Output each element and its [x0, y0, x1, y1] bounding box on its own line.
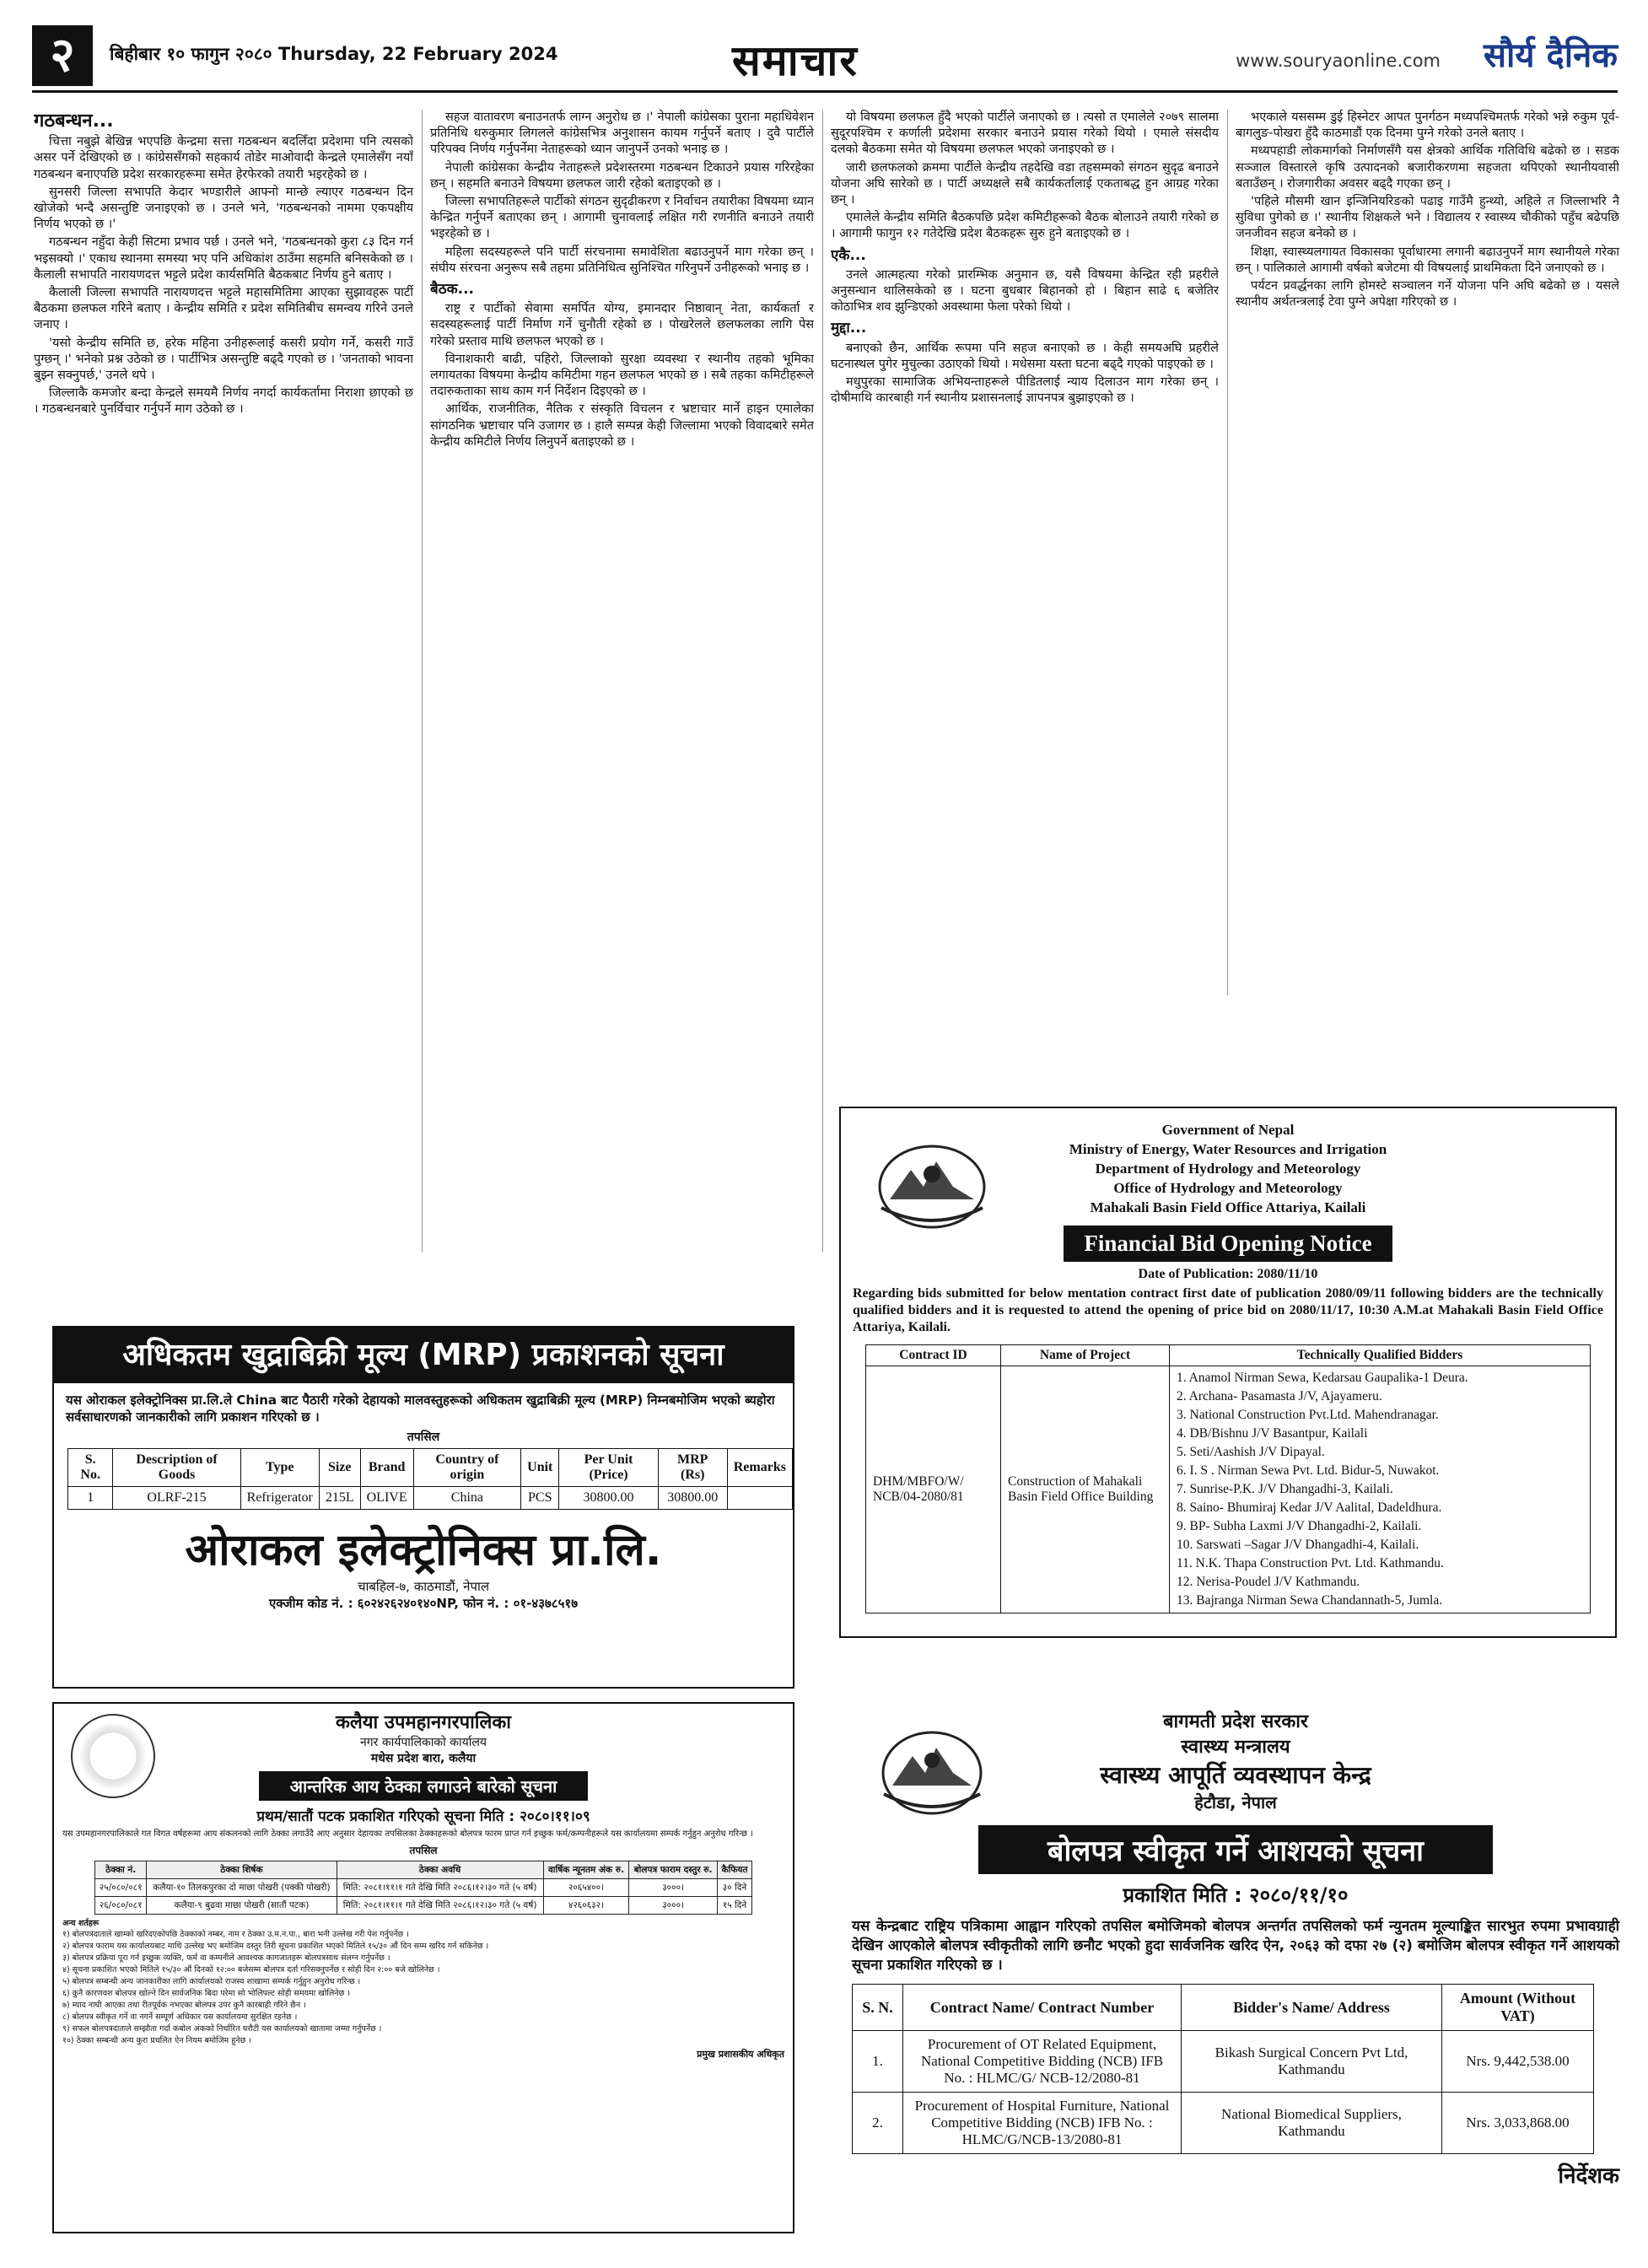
- contract-id-cell: DHM/MBFO/W/ NCB/04-2080/81: [866, 1366, 1001, 1613]
- table-cell: २५/०८०/०८१: [95, 1879, 147, 1897]
- notice-subtitle: तपसिल: [409, 1845, 438, 1856]
- table-header: S. N.: [853, 1985, 903, 2031]
- paragraph: एमालेले केन्द्रीय समिति बैठकपछि प्रदेश कमिटीहरूको बैठक बोलाउने तयारी गरेको छ । आगामी फागुन १२ गतेदेखि प्रदेश बैठकहरू सुरु हुने बताइएको छ ।: [831, 211, 1219, 241]
- bidders-cell: [1170, 1366, 1591, 1613]
- table-cell: मिति: २०८१।११।१ गते देखि मिति २०८६।१२।३० गते (५ वर्ष): [337, 1897, 543, 1915]
- term-item: ७) म्याद नाघी आएका तथा रीतपूर्वक नभएका बोलपत्र उपर कुनै कारबाही गरिने छैन ।: [62, 2001, 306, 2010]
- notice-intro: यस उपमहानगरपालिकाले गत विगत वर्षहरूमा आय संकलनको लागि ठेक्का लगाउँदै आए अनुसार देहायका तपसिलका ठेक्काहरूको बोलपत्र फारम प्राप्त गर्न इच्छुक फर्म/कम्पनीहरूले यस कार्यालयमा सम्पर्क गर्नुहुन अनुरोध गरिन्छ ।: [62, 1829, 753, 1839]
- publication-date: प्रकाशित मिति : २०८०/११/१०: [1123, 1883, 1349, 1907]
- table-row: [853, 2093, 1594, 2154]
- table-row: [866, 1366, 1591, 1613]
- table-header: Country of origin: [413, 1449, 521, 1487]
- paragraph: बनाएको छैन, आर्थिक रूपमा पनि सहज बनाएको छ । केही समयअघि प्रहरीले घटनास्थल पुगेर मुचुल्का उठाएको थियो । मधेसमा यस्ता घटना बढ्दै गएको पाइएको छ ।: [831, 341, 1219, 371]
- table-header: Name of Project: [1001, 1345, 1170, 1366]
- paragraph: यो विषयमा छलफल हुँदै भएको पार्टीले जनाएको छ । त्यसो त एमालेले २०७९ सालमा सुदूरपश्चिम र कर्णाली प्रदेशमा सरकार बनाउने प्रयास गरेको थियो । एमाले संसदीय दलको बैठकमा समेत यो विषयमा छलफल भएको जनाइएको छ ।: [831, 110, 1219, 157]
- paragraph: 'यसो केन्द्रीय समिति छ, हरेक महिना उनीहरूलाई कसरी प्रयोग गर्ने, कसरी गाउँ पुग्छन् ।' भनेको प्रश्न उठेको छ । पार्टीभित्र असन्तुष्टि बढ्दै गएको छ । 'जनताको भावना बुझ्न सक्नुपर्छ,' उनले थपे ।: [34, 336, 413, 383]
- office-name: स्वास्थ्य आपूर्ति व्यवस्थापन केन्द्र: [1100, 1761, 1371, 1789]
- paragraph: महिला सदस्यहरूले पनि पार्टी संरचनामा समावेशिता बढाउनुपर्ने माग गरेका छन् । संघीय संरचना अनुरूप सबै तहमा प्रतिनिधित्व सुनिश्चित गरिनुपर्ने उनीहरूको भनाइ छ ।: [430, 245, 814, 275]
- list-item: 6. I. S . Nirman Sewa Pvt. Ltd. Bidur-5, Nuwakot.: [1177, 1463, 1440, 1478]
- emblem-icon: [71, 1714, 155, 1798]
- table-cell: २६/०८०/०८१: [95, 1897, 147, 1915]
- gon-line: Office of Hydrology and Meteorology: [1113, 1180, 1343, 1196]
- table-cell: ३०००।: [629, 1879, 718, 1897]
- list-item: 5. Seti/Aashish J/V Dipayal.: [1177, 1445, 1325, 1459]
- table-header: वार्षिक न्यूनतम अंक रु.: [543, 1861, 629, 1879]
- term-item: ४) सूचना प्रकाशित भएको मितिले १५/३० औं दिनको १२:०० बजेसम्म बोलपत्र दर्ता गरिसक्नुपर्नेछ र सोही दिन २:०० बजे खोलिनेछ ।: [62, 1965, 440, 1974]
- table-cell: Procurement of OT Related Equipment, National Competitive Bidding (NCB) IFB No. : HLMC/G/ NCB-12/2080-81: [903, 2031, 1182, 2093]
- table-cell: Bikash Surgical Concern Pvt Ltd, Kathmandu: [1182, 2031, 1442, 2093]
- muddha-heading: मुद्दा...: [831, 320, 867, 337]
- gon-line: Government of Nepal: [1161, 1122, 1295, 1138]
- term-item: ६) कुनै कारणवश बोलपत्र खोल्ने दिन सार्वजनिक बिदा परेमा सो भोलिपल्ट सोही समयमा खोलिनेछ ।: [62, 1989, 350, 1998]
- table-cell: PCS: [521, 1487, 559, 1510]
- table-cell: 1: [68, 1487, 113, 1510]
- table-header: Contract ID: [866, 1345, 1001, 1366]
- page-number: २: [32, 25, 93, 86]
- paragraph: नेपाली कांग्रेसका केन्द्रीय नेताहरूले प्रदेशस्तरमा गठबन्धन टिकाउने प्रयास गरिरहेका छन् । सहमति बनाउने विषयमा छलफल जारी रहेको बताइएको छ ।: [430, 160, 814, 191]
- column-divider: [822, 110, 823, 1253]
- term-item: ३) बोलपत्र प्रक्रिया पूरा गर्न इच्छुक व्यक्ति, फर्म वा कम्पनीले आवश्यक कागजातहरू बोलपत्रसाथ संलग्न गर्नुपर्नेछ ।: [62, 1953, 390, 1963]
- list-item: 11. N.K. Thapa Construction Pvt. Ltd. Kathmandu.: [1177, 1556, 1444, 1570]
- list-item: 7. Sunrise-P.K. J/V Dhangadhi-3, Kailali.: [1177, 1482, 1393, 1496]
- award-table: [852, 1984, 1594, 2154]
- article-column-4: [1236, 110, 1619, 995]
- list-item: 1. Anamol Nirman Sewa, Kedarsau Gaupalika-1 Deura.: [1177, 1371, 1468, 1385]
- table-cell: Nrs. 3,033,868.00: [1442, 2093, 1594, 2154]
- gon-line: Mahakali Basin Field Office Attariya, Kailali: [1090, 1199, 1366, 1215]
- notice-banner: Financial Bid Opening Notice: [1064, 1226, 1392, 1262]
- ministry-name: स्वास्थ्य मन्त्रालय: [1181, 1737, 1290, 1758]
- bagmati-notice: [852, 1701, 1619, 2233]
- table-header: Remarks: [727, 1449, 792, 1487]
- term-item: ८) बोलपत्र स्वीकृत गर्ने वा नगर्ने सम्पूर्ण अधिकार यस कार्यालयमा सुरक्षित रहनेछ ।: [62, 2012, 298, 2022]
- paragraph: 'पहिले मौसमी खान इन्जिनियरिङको पढाइ गाउँमै हुन्थ्यो, अहिले त जिल्लाभरि नै सुविधा पुगेको छ ।' स्थानीय शिक्षकले भने । विद्यालय र स्वास्थ्य चौकीको पहुँच बढेपछि जनजीवन सहज बनेको छ ।: [1236, 195, 1619, 241]
- nepal-emblem-icon: [873, 1140, 991, 1233]
- website-link[interactable]: www.souryaonline.com: [1236, 51, 1441, 71]
- table-header: Unit: [521, 1449, 559, 1487]
- table-cell: OLRF-215: [113, 1487, 240, 1510]
- paragraph: शिक्षा, स्वास्थ्यलगायत विकासका पूर्वाधारमा लगानी बढाउनुपर्ने माग स्थानीयले गरेका छन् । पालिकाले आगामी वर्षको बजेटमा यी विषयलाई प्राथमिकता दिने जनाएको छ ।: [1236, 245, 1619, 275]
- paragraph: जिल्ला सभापतिहरूले पार्टीको संगठन सुदृढीकरण र निर्वाचन तयारीका विषयमा ध्यान केन्द्रित गर्नुपर्ने बताएका छन् । आगामी चुनावलाई लक्षित गरी रणनीति बनाउने तयारी भइरहेको छ ।: [430, 195, 814, 241]
- paragraph: चित्ता नबुझे बेखिन्न भएपछि केन्द्रमा सत्ता गठबन्धन बदलिँदा प्रदेशमा पनि त्यसको असर पर्ने देखिएको छ । कांग्रेससँगको सहकार्य तोडेर माओवादी केन्द्रले एमालेसँग नयाँ गठबन्धन बनाएपछि प्रदेश सरकारहरूमा समेत हेरफेरको तयारी भइरहेको छ ।: [34, 135, 413, 181]
- table-header: कैफियत: [717, 1861, 751, 1879]
- table-header-row: [68, 1449, 793, 1487]
- paragraph: पर्यटन प्रवर्द्धनका लागि होमस्टे सञ्चालन गर्ने योजना पनि अघि बढेको छ । यसले स्थानीय अर्थतन्त्रलाई टेवा पुग्ने अपेक्षा गरिएको छ ।: [1236, 279, 1619, 310]
- paragraph: विनाशकारी बाढी, पहिरो, जिल्लाको सुरक्षा व्यवस्था र स्थानीय तहको भूमिका लगायतका विषयमा केन्द्रीय कमिटीमा गहन छलफल भएको छ । सबै तहका कमिटीहरूले तदारुकताका साथ काम गर्न निर्देशन दिइएको छ ।: [430, 352, 814, 399]
- company-contact: एक्जीम कोड नं. : ६०२४२६२४०१४०NP, फोन नं. : ०१-४३७८५१७: [269, 1596, 578, 1611]
- notice-body: Regarding bids submitted for below mentation contract first date of publication 2080/09/11 following bidders are the technically qualified bidders and it is requested to attend the opening of price bid on 2080/11/17, 10:30 A.M.at Mahakali Basin Field Office Attariya, Kailali.: [853, 1286, 1603, 1334]
- list-item: 10. Sarswati –Sagar J/V Dhangadhi-4, Kailali.: [1177, 1538, 1419, 1552]
- term-item: २) बोलपत्र फाराम यस कार्यालयबाट माथि उल्लेख भए बमोजिम दस्तुर तिरी सूचना प्रकाशित भएको मितिले १५/३० औं दिन सम्म खरिद गर्न सकिनेछ ।: [62, 1942, 489, 1951]
- table-header: Size: [319, 1449, 360, 1487]
- table-row: [95, 1879, 752, 1897]
- project-cell: Construction of Mahakali Basin Field Office Building: [1001, 1366, 1170, 1613]
- paragraph: आर्थिक, राजनीतिक, नैतिक र संस्कृति विचलन र भ्रष्टाचार मार्ने हाइन एमालेका सांगठनिक भ्रष्टाचार पनि उजागर छ । हालै सम्पन्न केही जिल्लामा भएको विवादबारे समेत केन्द्रीय कमिटीले निर्णय लिनुपर्ने बताइएको छ ।: [430, 402, 814, 449]
- mrp-notice: [52, 1326, 794, 1689]
- table-cell: १५ दिने: [717, 1897, 751, 1915]
- notice-body: यस केन्द्रबाट राष्ट्रिय पत्रिकामा आह्वान गरिएको तपसिल बमोजिमको बोलपत्र अन्तर्गत तपसिलको फर्म न्युनतम मूल्याङ्कित सारभुत रुपमा प्रभावग्राही देखिन आएकोले बोलपत्र स्वीकृतीको लागि छनौट भएको हुदा सार्वजनिक खरिद ऐन, २०६३ को दफा २७ (२) बमोजिम बोलपत्र स्वीकृत गर्ने आशयको सूचना प्रकाशित गरिएको छ ।: [852, 1918, 1619, 1974]
- table-cell: 215L: [319, 1487, 360, 1510]
- table-header: MRP (Rs): [658, 1449, 727, 1487]
- article-column-2: [430, 110, 814, 1253]
- list-item: 3. National Construction Pvt.Ltd. Mahendranagar.: [1177, 1408, 1439, 1422]
- mrp-banner: अधिकतम खुद्राबिक्री मूल्य (MRP) प्रकाशनको सूचना: [54, 1328, 793, 1383]
- table-header: Description of Goods: [113, 1449, 240, 1487]
- table-cell: २०६५४००।: [543, 1879, 629, 1897]
- term-item: ९) सफल बोलपत्रदाताले सम्झौता गर्दा कबोल अंकको निर्धारित धरौटी यस कार्यालयको खातामा जम्मा गर्नुपर्नेछ ।: [62, 2024, 382, 2034]
- table-header: ठेक्का नं.: [95, 1861, 147, 1879]
- table-cell: कलैया-१० तिलकपुरका दो माछा पोखरी (पक्की पोखरी): [147, 1879, 337, 1897]
- brand-logo: सौर्य दैनिक: [1483, 36, 1618, 75]
- article-column-1: [34, 110, 413, 1253]
- table-header: Bidder's Name/ Address: [1182, 1985, 1442, 2031]
- mrp-subtitle: तपसिल: [407, 1430, 440, 1444]
- paragraph: उनले आत्महत्या गरेको प्रारम्भिक अनुमान छ, यसै विषयमा केन्द्रित रही प्रहरीले अनुसन्धान थालिसकेको छ । घटना बुधबार बिहानको हो । बिहान साढे ६ बजेतिर कोठाभित्र शव झुन्डिएको अवस्थामा फेला परेको थियो ।: [831, 267, 1219, 315]
- paragraph: मध्यपहाडी लोकमार्गको निर्माणसँगै यस क्षेत्रको आर्थिक गतिविधि बढेको छ । सडक सञ्जाल विस्तारले कृषि उत्पादनको बजारीकरणमा सहजता थपिएको स्थानीयवासी बताउँछन् । रोजगारीका अवसर बढ्दै गएका छन् ।: [1236, 144, 1619, 191]
- notice-heading: बागमती प्रदेश सरकार: [1163, 1711, 1308, 1732]
- table-cell: 30800.00: [658, 1487, 727, 1510]
- notice-location: मधेस प्रदेश बारा, कलैया: [370, 1752, 477, 1765]
- table-header: Brand: [360, 1449, 413, 1487]
- table-cell: Procurement of Hospital Furniture, National Competitive Bidding (NCB) IFB No. : HLMC/G/NCB-13/2080-81: [903, 2093, 1182, 2154]
- table-cell: [727, 1487, 792, 1510]
- table-row: [853, 2031, 1594, 2093]
- table-header: S. No.: [68, 1449, 113, 1487]
- term-item: १०) ठेक्का सम्बन्धी अन्य कुरा प्रचलित ऐन नियम बमोजिम हुनेछ ।: [62, 2036, 251, 2045]
- table-header-row: [853, 1985, 1594, 2031]
- list-item: 2. Archana- Pasamasta J/V, Ajayameru.: [1177, 1389, 1382, 1403]
- terms-section: [62, 1918, 784, 2046]
- kalaiya-notice: [52, 1702, 794, 2233]
- notice-banner: आन्तरिक आय ठेक्का लगाउने बारेको सूचना: [259, 1771, 588, 1801]
- list-item: 9. BP- Subha Laxmi J/V Dhangadhi-2, Kailali.: [1177, 1519, 1422, 1533]
- table-cell: 30800.00: [559, 1487, 658, 1510]
- paragraph: जारी छलफलको क्रममा पार्टीले केन्द्रीय तहदेखि वडा तहसम्मको संगठन सुदृढ बनाउने योजना अघि सारेको छ । पार्टी अध्यक्षले सबै कार्यकर्तालाई एकताबद्ध हुन आग्रह गरेका छन् ।: [831, 160, 1219, 207]
- column-divider: [422, 110, 423, 1253]
- table-cell: 1.: [853, 2031, 903, 2093]
- paragraph: भएकाले यससम्म डुई हिस्नेटर आपत पुनर्गठन मध्यपश्चिमतर्फ गरेको भन्ने रुकुम पूर्व-बागलुङ-पोखरा हुँदै काठमाडौं एक दिनमा पुग्ने गरेको उनले बताए ।: [1236, 110, 1619, 141]
- term-item: ५) बोलपत्र सम्बन्धी अन्य जानकारीका लागि कार्यालयको राजस्व शाखामा सम्पर्क गर्नुहुन अनुरोध गरिन्छ ।: [62, 1977, 361, 1986]
- paragraph: सहज वातावरण बनाउनतर्फ लाग्न अनुरोध छ ।' नेपाली कांग्रेसका पुराना महाधिवेशन प्रतिनिधि धरुकुमार लिगलले कांग्रेसभित्र अनुशासन कायम गर्नुपर्ने बताए । दुवै पार्टीले परिपक्व निर्णय गर्नुपर्नेमा नेताहरूको ध्यान जानुपर्ने उनको भनाइ छ ।: [430, 110, 814, 157]
- column-divider: [1227, 110, 1228, 995]
- table-cell: China: [413, 1487, 521, 1510]
- notice-date: प्रथम/सातौं पटक प्रकाशित गरिएको सूचना मिति : २०८०।११।०९: [256, 1808, 590, 1825]
- paragraph: सुनसरी जिल्ला सभापति केदार भण्डारीले आफ्नो मान्छे ल्याएर गठबन्धन दिन खोजेको भन्दै असन्तुष्टि जनाइएको छ । उनले भने, 'गठबन्धनको नाममा एकपक्षीय निर्णय भएको छ ।': [34, 185, 413, 232]
- table-cell: Nrs. 9,442,538.00: [1442, 2031, 1594, 2093]
- company-name: ओराकल इलेक्ट्रोनिक्स प्रा.लि.: [185, 1525, 662, 1576]
- notice-subheading: नगर कार्यपालिकाको कार्यालय: [360, 1736, 487, 1749]
- baithak-heading: बैठक...: [430, 281, 475, 299]
- list-item: 4. DB/Bishnu J/V Basantpur, Kailali: [1177, 1426, 1368, 1441]
- signatory: प्रमुख प्रशासकीय अधिकृत: [697, 2049, 784, 2060]
- table-cell: OLIVE: [360, 1487, 413, 1510]
- table-row: [68, 1487, 793, 1510]
- table-header-row: [95, 1861, 752, 1879]
- paragraph: मधुपुरका सामाजिक अभियन्ताहरूले पीडितलाई न्याय दिलाउन माग गरेका छन् । दोषीमाथि कारबाही गर्न स्थानीय प्रशासनलाई ज्ञापनपत्र बुझाइएको छ ।: [831, 375, 1219, 406]
- table-row: [95, 1897, 752, 1915]
- list-item: 12. Nerisa-Poudel J/V Kathmandu.: [1177, 1575, 1360, 1589]
- gon-line: Ministry of Energy, Water Resources and Irrigation: [1069, 1141, 1387, 1157]
- table-header: Per Unit (Price): [559, 1449, 658, 1487]
- notice-heading: कलैया उपमहानगरपालिका: [335, 1712, 511, 1733]
- notice-banner: बोलपत्र स्वीकृत गर्ने आशयको सूचना: [978, 1825, 1493, 1874]
- table-header: Type: [240, 1449, 319, 1487]
- table-header: बोलपत्र फाराम दस्तुर रु.: [629, 1861, 718, 1879]
- paragraph: जिल्लाकै कमजोर बन्दा केन्द्रले समयमै निर्णय नगर्दा कार्यकर्तामा निराशा छाएको छ । गठबन्धनबारे पुनर्विचार गर्नुपर्ने माग उठेको छ ।: [34, 386, 413, 417]
- paragraph: राष्ट्र र पार्टीको सेवामा समर्पित योग्य, इमानदार निष्ठावान् नेता, कार्यकर्ता र सदस्यहरूलाई पार्टी निर्माण गर्ने चुनौती रहेको छ । पोखरेलले छलफलका लागि पेस गरेको प्रस्ताव माथि छलफल भएको छ ।: [430, 302, 814, 348]
- eki-heading: एकै...: [831, 246, 866, 264]
- gon-bid-notice: [839, 1107, 1617, 1638]
- nepal-emblem-icon: [877, 1727, 987, 1819]
- signatory: निर्देशक: [1558, 2163, 1619, 2189]
- paragraph: कैलाली जिल्ला सभापति नारायणदत्त भट्टले महासमितिमा आएका सुझावहरू पार्टी बैठकमा छलफल गरिने बताए । केन्द्रीय समिति र प्रदेश समितिबीच समन्वय गरिने उनले जनाए ।: [34, 286, 413, 332]
- article-column-3: [831, 110, 1219, 995]
- section-title: समाचार: [732, 36, 859, 85]
- term-item: १) बोलपत्रदाताले खाम्को खरिदएकोपछि ठेक्काको नम्बर, नाम र ठेक्का उ.म.न.पा., बारा भनी उल्लेख गरी पेश गर्नुपर्नेछ ।: [62, 1930, 409, 1939]
- mrp-table: [67, 1448, 793, 1510]
- table-cell: ४२६०६३२।: [543, 1897, 629, 1915]
- list-item: 8. Saino- Bhumiraj Kedar J/V Aalital, Dadeldhura.: [1177, 1500, 1442, 1515]
- dateline: बिहीबार १० फागुन २०८० Thursday, 22 February 2024: [110, 44, 558, 64]
- table-header: Contract Name/ Contract Number: [903, 1985, 1182, 2031]
- mrp-body: यस ओराकल इलेक्ट्रोनिक्स प्रा.लि.ले China बाट पैठारी गरेको देहायको मालवस्तुहरूको अधिकतम खुद्राबिक्री मूल्य (MRP) निम्नबमोजिम भएको ब्यहोरा सर्वसाधारणको जानकारीको लागि प्रकाशन गरिएको छ ।: [66, 1393, 775, 1425]
- paragraph: गठबन्धन नहुँदा केही सिटमा प्रभाव पर्छ । उनले भने, 'गठबन्धनको कुरा ८३ दिन गर्न भइसक्यो ।' एकाध स्थानमा समस्या भए पनि अधिकांश ठाउँमा सहमति बनिसकेको छ । कैलाली सभापति नारायणदत्त भट्टले प्रदेश कार्यसमिति बैठकबाट निर्णय हुने बताए ।: [34, 235, 413, 282]
- table-header: Technically Qualified Bidders: [1170, 1345, 1591, 1366]
- table-header-row: [866, 1345, 1591, 1366]
- terms-heading: अन्य शर्तहरू: [62, 1919, 100, 1928]
- office-location: हेटौडा, नेपाल: [1194, 1792, 1277, 1813]
- company-address: चाबहिल-७, काठमाडौं, नेपाल: [357, 1579, 490, 1594]
- article-heading: गठबन्धन...: [34, 110, 114, 132]
- table-cell: ३०००।: [629, 1897, 718, 1915]
- masthead: [32, 25, 1618, 93]
- table-cell: मिति: २०८१।११।१ गते देखि मिति २०८६।१२।३० गते (५ वर्ष): [337, 1879, 543, 1897]
- publication-date: Date of Publication: 2080/11/10: [1138, 1267, 1318, 1281]
- table-cell: 2.: [853, 2093, 903, 2154]
- table-cell: ३० दिने: [717, 1879, 751, 1897]
- table-cell: National Biomedical Suppliers, Kathmandu: [1182, 2093, 1442, 2154]
- list-item: 13. Bajranga Nirman Sewa Chandannath-5, Jumla.: [1177, 1593, 1443, 1608]
- table-header: ठेक्का शिर्षक: [147, 1861, 337, 1879]
- bidders-table: [865, 1344, 1591, 1613]
- table-header: Amount (Without VAT): [1442, 1985, 1594, 2031]
- table-cell: Refrigerator: [240, 1487, 319, 1510]
- table-header: ठेक्का अवधि: [337, 1861, 543, 1879]
- contract-table: [94, 1861, 752, 1915]
- gon-line: Department of Hydrology and Meteorology: [1095, 1161, 1361, 1177]
- table-cell: कलैया-९ बुढवा माछा पोखरी (सातौं पटक): [147, 1897, 337, 1915]
